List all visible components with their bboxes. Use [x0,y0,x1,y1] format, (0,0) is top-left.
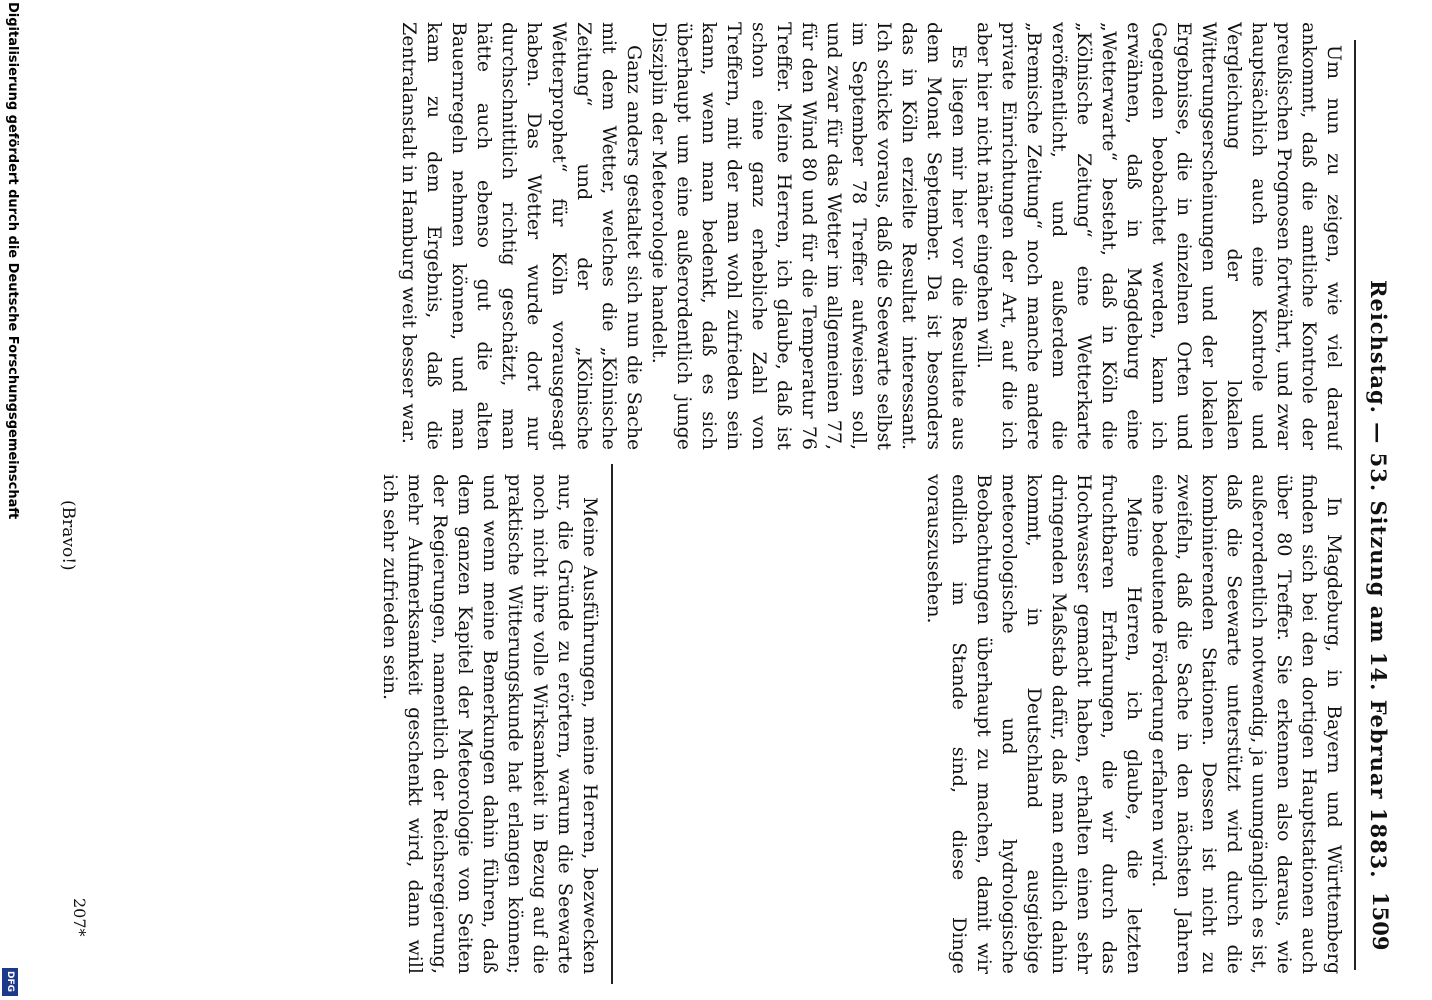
lower-text-block-continued [112,474,602,974]
page-header-title: Reichstag. — 53. Sitzung am 14. Februar 1883. [1366,280,1391,879]
upper-text-block [88,22,1346,450]
sheet-number: 207* [70,898,89,937]
paragraph: In Magdeburg, in Bayern und Württemberg finden sich bei den dortigen Hauptstationen auch über 80 Treffer. Sie erkennen also daraus, wie außerordentlich notwendig, ja unumgänglich es ist, daß die Seewarte unterstützt wird durch die kombinierenden Stationen. Dessen ist nicht zu zweifeln, daß die Sache in den nächsten Jahren eine bedeutende Förderung erfahren wird. [1148,474,1345,974]
page-number: 1509 [1368,892,1393,951]
speaker-reaction-note: (Bravo!) [58,500,78,571]
paragraph: Meine Ausführungen, meine Herren, bezwecken nur, die Gründe zu erörtern, warum die Seewarte noch nicht ihre volle Wirksamkeit in Bezug auf die praktische Witterungskunde hat erlangen können; und wenn meine Bemerkungen dahin führen, daß dem ganzen Kapitel der Meteorologie von Seiten der Regierungen, namentlich der Reichsregierung, mehr Aufmerksamkeit geschenkt wird, dann will ich sehr zufrieden sein. [379,474,601,974]
paragraph: Um nun zu zeigen, wie viel darauf ankommt, daß die amtliche Kontrole der preußischen Prognosen fortwährt, und zwar hauptsächlich auch eine Kontrole und Vergleichung der lokalen Witterungserscheinungen und der lokalen Ergebnisse, die in einzelnen Orten und Gegenden beobachtet werden, kann ich erwähnen, daß in Magdeburg eine „Wetterwarte“ besteht, daß in Köln die „Kölnische Zeitung“ eine Wetterkarte veröffentlicht, und außerdem die „Bremische Zeitung“ noch manche andere private Einrichtungen der Art, auf die ich aber hier nicht näher eingehen will. [973,22,1345,450]
column-divider [611,464,613,984]
lower-text-block [620,474,1346,974]
paragraph: Es liegen mir hier vor die Resultate aus dem Monat September. Da ist besonders das in Köln erzielte Resultat interessant. Ich schicke voraus, daß die Seewarte selbst im September 78 Treffer aufweisen soll, und zwar für das Wetter im allgemeinen 77, für den Wind 80 und für die Temperatur 76 Treffer. Meine Herren, ich glaube, daß ist schon eine ganz erhebliche Zahl von Treffern, mit der man wohl zufrieden sein kann, wenn man bedenkt, daß es sich überhaupt um eine außerordentlich junge Disziplin der Meteorologie handelt. [648,22,970,450]
paragraph: Ganz anders gestaltet sich nun die Sache mit dem Wetter, welches die „Kölnische Zeitung“ und der „Kölnische Wetterprophet“ für Köln vorausgesagt haben. Das Wetter wurde dort nur durchschnittlich richtig geschätzt, man hätte auch ebenso gut die alten Bauernregeln nehmen können, und man kam zu dem Ergebnis, daß die Zentralanstalt in Hamburg weit besser war. [398,22,645,450]
paragraph: Meine Herren, ich glaube, die letzten fruchtbaren Erfahrungen, die wir durch das Hochwasser gemacht haben, erhalten einen sehr dringenden Maßstab dafür, daß man endlich dahin kommt, in Deutschland ausgiebige meteorologische und hydrologische Beobachtungen überhaupt zu machen, damit wir endlich im Stande sind, diese Dinge vorauszusehen. [923,474,1145,974]
header-rule [1354,40,1356,970]
digitization-credit-text: Digitalisierung gefördert durch die Deutsche Forschungsgemeinschaft [5,2,20,520]
digitization-credit [0,2,20,998]
dfg-logo-icon: DFG [2,968,18,996]
